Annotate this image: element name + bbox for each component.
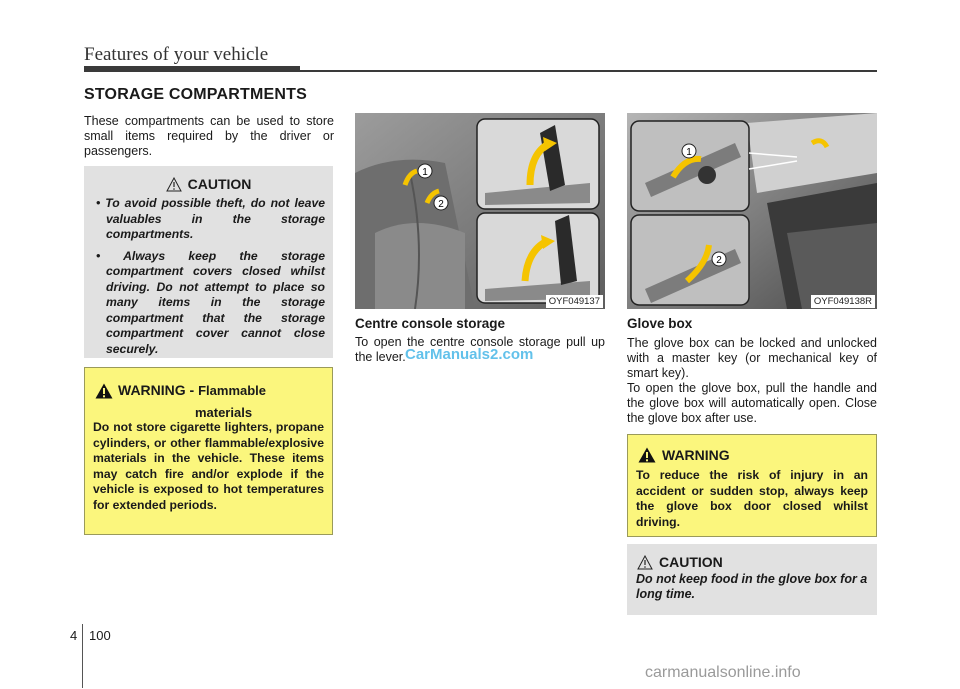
glove-box-text	[627, 336, 877, 426]
watermark: CarManuals2.com	[405, 346, 534, 363]
centre-console-photo	[355, 113, 605, 309]
marker-1: 1	[686, 147, 692, 158]
image-code: OYF049137	[546, 295, 603, 308]
glove-box-title: Glove box	[627, 316, 693, 331]
caution-heading	[92, 176, 325, 192]
warning-body: Do not store cigarette lighters, propane cylinders, or other flammable/explosive materials in the vehicle. These items may catch fire and/or explode if the vehicle is exposed to hot temperatures for extended periods.	[93, 420, 324, 512]
warning-flammable-box	[84, 367, 333, 535]
caution-body: Do not keep food in the glove box for a long time.	[636, 572, 868, 601]
caution-triangle-icon	[637, 555, 653, 570]
glove-box-paragraph: To open the glove box, pull the handle and the glove box will automatically open. Close the glove box after use.	[627, 381, 877, 425]
site-watermark: carmanualsonline.info	[645, 664, 801, 681]
caution-glove-box	[627, 544, 877, 615]
glove-box-illustration	[627, 113, 877, 309]
warning-heading	[638, 447, 868, 463]
caution-heading	[637, 554, 868, 570]
marker-1: 1	[422, 167, 428, 178]
caution-title: CAUTION	[187, 176, 252, 192]
warning-triangle-icon	[95, 383, 113, 399]
marker-2: 2	[716, 255, 722, 266]
header-rule	[84, 70, 877, 72]
warning-body: To reduce the risk of injury in an accident or sudden stop, always keep the glove box door closed whilst driving.	[636, 468, 868, 529]
image-code: OYF049138R	[811, 295, 875, 308]
page-header-title: Features of your vehicle	[84, 44, 269, 65]
caution-box	[84, 166, 333, 358]
centre-console-illustration	[355, 113, 605, 309]
warning-title: WARNING	[662, 447, 730, 463]
warning-subtitle: Flammable	[198, 383, 267, 398]
marker-2: 2	[438, 199, 444, 210]
caution-item: • To avoid possible theft, do not leave valuables in the storage compartments.	[92, 196, 325, 243]
centre-console-title: Centre console storage	[355, 316, 506, 331]
page-number: 100	[89, 628, 111, 643]
chapter-number: 4	[70, 628, 78, 643]
glove-box-photo	[627, 113, 877, 309]
section-title: STORAGE COMPARTMENTS	[84, 86, 307, 103]
caution-triangle-icon	[166, 177, 182, 192]
warning-title: WARNING -	[118, 382, 199, 398]
caution-item: • Always keep the storage compartment covers closed whilst driving. Do not attempt to place so many items in the storage compartment that the storage compartment cover cannot close securely.	[92, 249, 325, 358]
glove-box-paragraph: The glove box can be locked and unlocked with a master key (or mechanical key of smart key).	[627, 336, 877, 380]
warning-glove-box	[627, 434, 877, 537]
intro-paragraph: These compartments can be used to store small items required by the driver or passengers.	[84, 114, 334, 158]
warning-triangle-icon	[638, 447, 656, 463]
warning-heading	[95, 382, 324, 400]
warning-subtitle-line2: materials	[194, 405, 253, 420]
centre-console-text: To open the centre console storage pull up the lever.	[355, 335, 605, 364]
page-divider	[82, 624, 83, 688]
caution-list	[92, 196, 325, 357]
caution-title: CAUTION	[659, 554, 723, 570]
